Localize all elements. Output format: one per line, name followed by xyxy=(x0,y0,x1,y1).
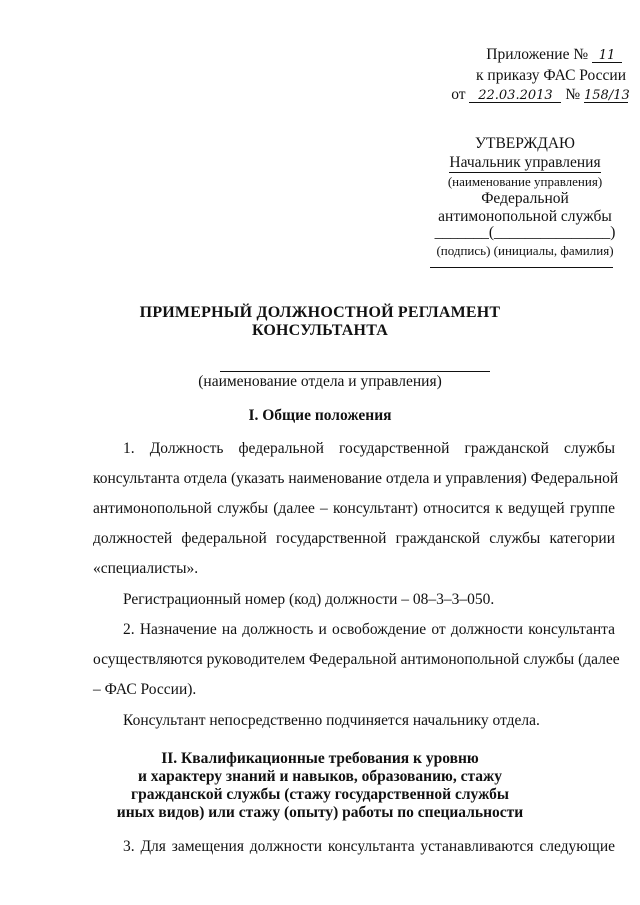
paragraph-2-line-2 xyxy=(93,651,620,669)
org-line-2: антимонопольной службы xyxy=(438,208,612,225)
document-title-line-2: КОНСУЛЬТАНТА xyxy=(251,322,389,339)
registration-number: Регистрационный номер (код) должности – 08–3–3–050. xyxy=(123,591,495,608)
section-2-heading-line-3: гражданской службы (стажу государственной службы xyxy=(131,786,509,803)
approval-date-line xyxy=(430,267,613,268)
appendix-number: 11 xyxy=(592,49,622,63)
paragraph-2-text-2: осуществляются руководителем Федеральной антимонопольной службы (далее xyxy=(93,651,620,668)
section-2-heading-line-2: и характеру знаний и навыков, образованию, стажу xyxy=(137,768,503,785)
number-label: № xyxy=(565,86,581,103)
dept-name-line xyxy=(220,371,490,372)
order-line: к приказу ФАС России xyxy=(476,67,626,84)
org-line-1: Федеральной xyxy=(481,190,569,207)
subordination-line: Консультант непосредственно подчиняется начальнику отдела. xyxy=(123,712,540,729)
paragraph-2-text-1: 2. Назначение на должность и освобождение от должности консультанта xyxy=(123,621,615,638)
paragraph-1-text-1: 1. Должность федеральной государственной гражданской службы xyxy=(123,440,615,457)
order-date: 22.03.2013 xyxy=(469,89,561,103)
paragraph-1-text-3: антимонопольной службы (далее – консультант) относится к ведущей группе xyxy=(93,500,615,517)
paragraph-2-line-3: – ФАС России). xyxy=(93,681,197,698)
approver-position xyxy=(420,154,630,173)
section-2-heading-line-1: II. Квалификационные требования к уровню xyxy=(161,750,479,767)
paragraph-1-line-2 xyxy=(93,470,619,488)
paragraph-1-line-4 xyxy=(93,530,615,548)
order-date-line xyxy=(451,86,628,104)
section-2-heading-line-4: иных видов) или стажу (опыту) работы по специальности xyxy=(116,804,524,821)
appendix-line xyxy=(486,46,622,64)
order-number: 158/13 xyxy=(584,88,630,103)
paragraph-1-line-1 xyxy=(123,440,615,458)
approve-word: УТВЕРЖДАЮ xyxy=(475,135,575,152)
section-1-heading: I. Общие положения xyxy=(248,407,392,424)
signature-blank: _______(_______________) xyxy=(434,224,616,241)
dept-name-hint: (наименование отдела и управления) xyxy=(198,373,442,390)
approver-position-text: Начальник управления xyxy=(449,154,601,171)
paragraph-1-text-4: должностей федеральной государственной гражданской службы категории xyxy=(93,530,615,547)
from-label: от xyxy=(451,86,466,103)
paragraph-1-line-5: «специалисты». xyxy=(93,560,199,577)
signature-hint: (подпись) (инициалы, фамилия) xyxy=(436,243,614,258)
document-title-line-1: ПРИМЕРНЫЙ ДОЛЖНОСТНОЙ РЕГЛАМЕНТ xyxy=(139,304,501,321)
paragraph-2-line-1 xyxy=(123,621,615,639)
paragraph-1-text-2: консультанта отдела (указать наименование отдела и управления) Федеральной xyxy=(93,470,619,487)
position-hint: (наименование управления) xyxy=(447,174,603,189)
appendix-label: Приложение № xyxy=(486,46,589,63)
paragraph-3-text-1: 3. Для замещения должности консультанта устанавливаются следующие xyxy=(123,838,615,855)
paragraph-1-line-3 xyxy=(93,500,615,518)
paragraph-3-line-1 xyxy=(123,838,615,856)
